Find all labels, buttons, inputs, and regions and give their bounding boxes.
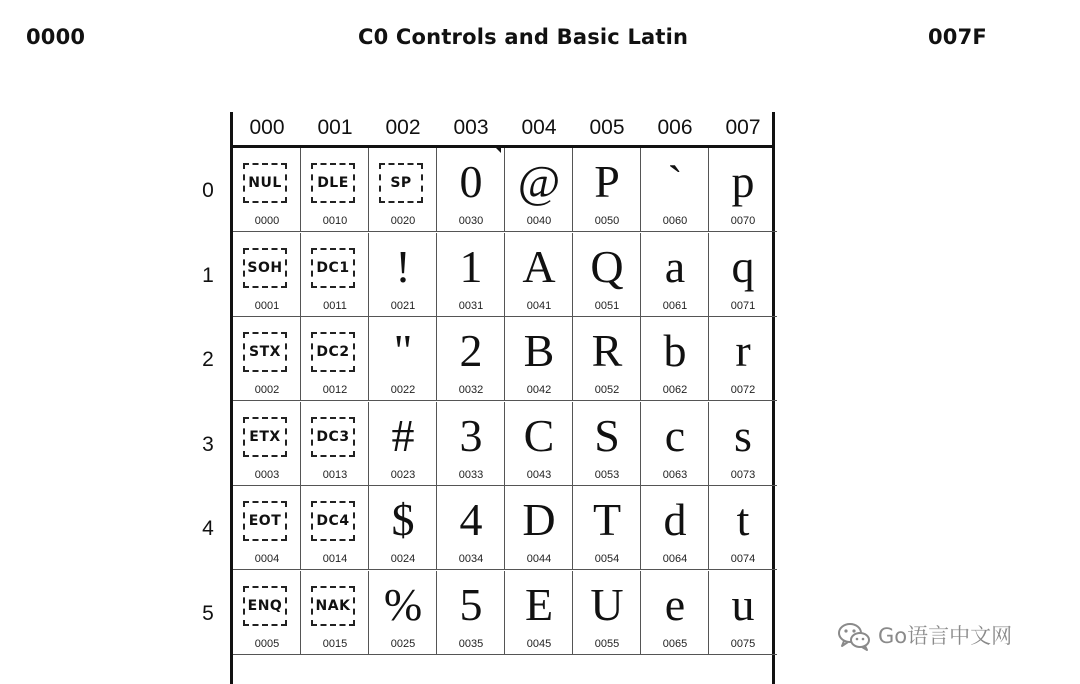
code-point: 0064	[662, 553, 688, 565]
code-point: 0024	[390, 553, 416, 565]
chart-cell	[233, 402, 301, 486]
column-header: 006	[657, 116, 693, 139]
control-char-box: DC1	[311, 248, 355, 288]
code-point: 0013	[322, 468, 348, 481]
code-point: 0022	[390, 384, 416, 396]
glyph: u	[731, 578, 755, 630]
watermark	[836, 618, 1012, 654]
column-header: 003	[453, 116, 489, 139]
control-char-box: NAK	[311, 586, 355, 626]
code-point: 0004	[254, 553, 280, 565]
glyph: %	[383, 578, 423, 630]
page-title: C0 Controls and Basic Latin	[358, 25, 689, 49]
glyph: e	[664, 578, 686, 630]
glyph: s	[734, 409, 752, 461]
glyph: 4	[459, 494, 483, 545]
chart-cell	[369, 571, 437, 655]
code-chart-table	[230, 112, 775, 684]
code-point: 0033	[458, 468, 484, 481]
glyph: !	[395, 240, 411, 292]
glyph: S	[594, 409, 620, 461]
glyph: `	[667, 156, 683, 207]
header-range-end: 007F	[928, 25, 987, 49]
code-point: 0002	[254, 384, 280, 396]
code-point: 0045	[526, 637, 552, 650]
control-char-box: ETX	[243, 417, 287, 457]
code-point: 0070	[730, 215, 756, 227]
column-header: 005	[589, 116, 625, 139]
chart-cell	[573, 486, 641, 570]
code-point: 0072	[730, 384, 756, 396]
row-label: 3	[202, 432, 214, 456]
control-char-box: STX	[243, 332, 287, 372]
chart-cell	[641, 402, 709, 486]
chart-cell	[505, 486, 573, 570]
glyph: T	[592, 494, 622, 545]
chart-cell	[369, 402, 437, 486]
chart-cell	[505, 571, 573, 655]
column-header: 002	[385, 116, 421, 139]
chart-cell	[301, 402, 369, 486]
code-point: 0003	[254, 468, 280, 481]
code-point: 0043	[526, 468, 552, 481]
code-point: 0015	[322, 637, 348, 650]
glyph: 0	[459, 156, 483, 207]
row-label: 5	[202, 601, 214, 625]
code-point: 0031	[458, 299, 484, 312]
chart-cell	[709, 317, 777, 401]
column-header: 007	[725, 116, 761, 139]
row-label: 0	[202, 179, 214, 202]
chart-cell	[233, 233, 301, 317]
code-point: 0053	[594, 468, 620, 481]
column-header: 001	[317, 116, 353, 139]
chart-cell	[369, 233, 437, 317]
glyph: B	[523, 325, 555, 376]
chart-cell	[233, 148, 301, 232]
glyph: r	[735, 325, 751, 376]
glyph: b	[663, 325, 687, 376]
chart-cell	[437, 317, 505, 401]
code-point: 0062	[662, 384, 688, 396]
glyph: d	[663, 494, 687, 545]
chart-cell	[437, 486, 505, 570]
control-char-box: ENQ	[243, 586, 287, 626]
code-point: 0012	[322, 384, 348, 396]
glyph: E	[524, 578, 554, 630]
column-header-row	[230, 112, 775, 146]
glyph: 3	[459, 409, 483, 461]
chart-cell	[709, 233, 777, 317]
chart-cell	[505, 402, 573, 486]
chart-cell	[641, 486, 709, 570]
glyph: U	[590, 578, 624, 630]
chart-cell	[709, 148, 777, 232]
chart-cell	[437, 233, 505, 317]
code-point: 0041	[526, 299, 552, 312]
control-char-box: SP	[379, 163, 423, 203]
code-point: 0060	[662, 215, 688, 227]
chart-cell	[573, 571, 641, 655]
chart-cell	[573, 148, 641, 232]
chart-cell	[505, 148, 573, 232]
glyph: "	[393, 325, 413, 376]
code-point: 0051	[594, 299, 620, 312]
glyph: $	[391, 494, 415, 545]
chart-cell	[301, 317, 369, 401]
chart-cell	[301, 571, 369, 655]
chart-cell	[233, 486, 301, 570]
code-point: 0074	[730, 553, 756, 565]
code-point: 0020	[390, 215, 416, 227]
wechat-icon	[836, 618, 872, 654]
chart-cell	[573, 402, 641, 486]
chart-cell	[437, 148, 505, 232]
control-char-box: DLE	[311, 163, 355, 203]
code-point: 0071	[730, 299, 756, 312]
control-char-box: DC2	[311, 332, 355, 372]
code-point: 0030	[458, 215, 484, 227]
glyph: p	[731, 156, 755, 207]
code-point: 0011	[323, 299, 347, 312]
watermark-text: Go语言中文网	[878, 624, 1013, 648]
chart-cell	[709, 571, 777, 655]
glyph: #	[391, 409, 415, 461]
glyph: R	[591, 325, 623, 376]
chart-cell	[369, 486, 437, 570]
code-point: 0021	[390, 299, 416, 312]
code-point: 0000	[254, 215, 280, 227]
chart-cell	[301, 233, 369, 317]
code-point: 0005	[254, 637, 280, 650]
chart-cell	[233, 571, 301, 655]
chart-cell	[301, 486, 369, 570]
code-point: 0065	[662, 637, 688, 650]
chart-cell	[233, 317, 301, 401]
glyph: 2	[459, 325, 483, 376]
column-header: 000	[249, 116, 285, 139]
code-point: 0055	[594, 637, 620, 650]
glyph: P	[594, 156, 620, 207]
glyph: A	[522, 240, 556, 292]
code-point: 0001	[254, 299, 280, 312]
control-char-box: EOT	[243, 501, 287, 541]
code-point: 0050	[594, 215, 620, 227]
chart-cell	[369, 148, 437, 232]
glyph: q	[731, 240, 755, 292]
code-point: 0040	[526, 215, 552, 227]
chart-cell	[641, 233, 709, 317]
code-point: 0023	[390, 468, 416, 481]
code-point: 0061	[662, 299, 688, 312]
code-point: 0075	[730, 637, 756, 650]
chart-cell	[301, 148, 369, 232]
chart-cell	[369, 317, 437, 401]
code-point: 0044	[526, 553, 552, 565]
column-header: 004	[521, 116, 557, 139]
glyph: 5	[459, 578, 483, 630]
chart-cell	[437, 571, 505, 655]
chart-cell	[505, 233, 573, 317]
code-point: 0063	[662, 468, 688, 481]
row-label: 1	[202, 263, 214, 287]
control-char-box: NUL	[243, 163, 287, 203]
code-point: 0025	[390, 637, 416, 650]
chart-cell	[709, 402, 777, 486]
chart-cell	[573, 317, 641, 401]
chart-cell	[709, 486, 777, 570]
code-point: 0054	[594, 553, 620, 565]
glyph: a	[664, 240, 686, 292]
glyph: t	[736, 494, 750, 545]
code-point: 0035	[458, 637, 484, 650]
glyph: @	[517, 156, 561, 207]
row-label: 4	[202, 517, 214, 540]
chart-cell	[573, 233, 641, 317]
code-point: 0034	[458, 553, 484, 565]
glyph: Q	[590, 240, 624, 292]
code-point: 0032	[458, 384, 484, 396]
code-point: 0010	[322, 215, 348, 227]
control-char-box: DC4	[311, 501, 355, 541]
code-point: 0042	[526, 384, 552, 396]
glyph: 1	[459, 240, 483, 292]
header-range-start: 0000	[26, 25, 86, 49]
chart-cell	[641, 317, 709, 401]
code-point: 0073	[730, 468, 756, 481]
control-char-box: DC3	[311, 417, 355, 457]
glyph: C	[523, 409, 555, 461]
chart-cell	[641, 148, 709, 232]
glyph: c	[664, 409, 686, 461]
chart-cell	[437, 402, 505, 486]
chart-cell	[641, 571, 709, 655]
chart-cell	[505, 317, 573, 401]
glyph: D	[522, 494, 556, 545]
control-char-box: SOH	[243, 248, 287, 288]
code-point: 0052	[594, 384, 620, 396]
code-point: 0014	[322, 553, 348, 565]
row-label: 2	[202, 348, 214, 371]
